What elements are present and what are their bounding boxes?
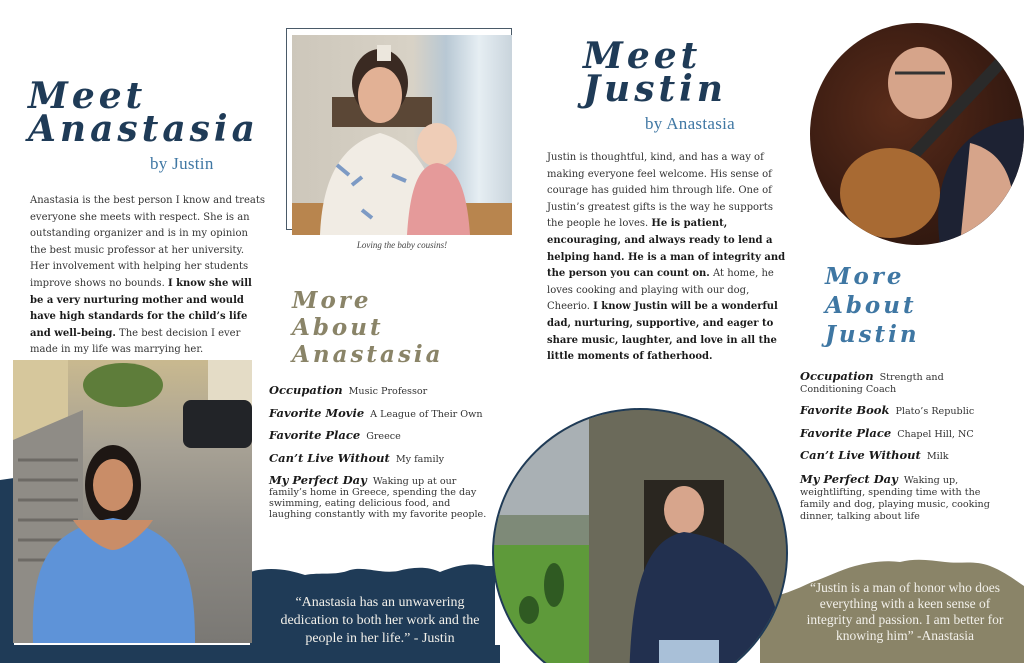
- justin-title-line1: Meet: [583, 35, 702, 77]
- justin-bio-part1: Justin is thoughtful, kind, and has a way of making everyone feel welcome. His sense of courage has guided him through life. One of Justin’s greatest gifts is the way he supports the people he loves.: [547, 152, 773, 230]
- fact-label: Can’t Live Without: [269, 450, 390, 465]
- more-about-justin-line3: Justin: [825, 321, 920, 348]
- cello-photo-illustration: [810, 23, 1024, 245]
- fact-label: Can’t Live Without: [800, 448, 921, 462]
- fact-value: Chapel Hill, NC: [897, 428, 974, 440]
- photo-anastasia-greek-street: [13, 360, 252, 643]
- more-about-anastasia-line2: About: [292, 314, 384, 341]
- fact-value: Waking up at our family’s home in Greece, spending the day swimming, eating delicious food, and laughing constantly with my favorite people.: [269, 476, 487, 520]
- more-about-justin-line1: More: [825, 263, 905, 290]
- anastasia-byline: by Justin: [150, 154, 214, 173]
- justin-bio-bold2: I know Justin will be a wonderful dad, nurturing, supportive, and eager to share music, laughter, and love in all the little moments of fatherhood.: [547, 301, 778, 363]
- fact-occupation: [800, 371, 1000, 395]
- fact-label: My Perfect Day: [269, 473, 367, 487]
- photo-justin-cello: [810, 23, 1024, 245]
- fact-favorite-book: [800, 405, 1000, 418]
- fact-value: Waking up, weightlifting, spending time with the family and dog, playing music, cooking dinner, talking about life: [800, 474, 990, 522]
- anastasia-page-title: [28, 75, 259, 151]
- fact-value: Plato’s Republic: [895, 406, 975, 417]
- justin-facts-list: [800, 371, 1000, 533]
- more-about-anastasia-line1: More: [292, 287, 372, 314]
- fact-label: My Perfect Day: [800, 471, 898, 486]
- fact-value: Milk: [926, 451, 949, 462]
- fact-label: Occupation: [269, 383, 343, 397]
- fact-favorite-place: [269, 430, 494, 443]
- fact-value: Strength and Conditioning Coach: [800, 372, 944, 395]
- baby-photo-illustration: [292, 35, 512, 235]
- justin-quote: “Justin is a man of honor who does everything with a keen sense of integrity and passion. I am better for knowing him” -Anastasia: [806, 580, 1004, 643]
- fact-perfect-day: [269, 475, 494, 520]
- more-about-justin-line2: About: [825, 292, 917, 319]
- fact-label: Favorite Book: [800, 403, 890, 417]
- justin-byline: by Anastasia: [645, 114, 736, 133]
- fact-value: Music Professor: [348, 386, 428, 397]
- anastasia-bio: [30, 193, 266, 359]
- fact-value: My family: [395, 453, 445, 465]
- anastasia-title-line1: Meet: [28, 75, 147, 117]
- anastasia-bio-part3: The best decision I ever made in my life was marrying her.: [30, 327, 241, 356]
- more-about-anastasia-title: [292, 287, 444, 368]
- fact-value: A League of Their Own: [370, 408, 483, 420]
- anastasia-bio-bold: I know she will be a very nurturing mother and would have high standards for the child’s life and well-being.: [30, 277, 252, 339]
- fact-cant-live-without: [800, 450, 1000, 463]
- fact-label: Occupation: [800, 369, 874, 383]
- justin-bio-part3: At home, he loves cooking and playing with our dog, Cheerio.: [547, 268, 774, 313]
- fact-label: Favorite Movie: [269, 405, 365, 420]
- justin-page-title: [583, 35, 727, 111]
- fact-value: Greece: [366, 431, 401, 442]
- justin-bio: [547, 150, 787, 366]
- justin-bio-bold1: He is patient, encouraging, and always ready to lend a helping hand. He is a man of integrity and the person you can count on.: [547, 218, 786, 280]
- photo-caption: Loving the baby cousins!: [356, 240, 448, 250]
- fact-favorite-movie: [269, 405, 494, 421]
- fact-favorite-place: [800, 425, 1000, 441]
- fact-occupation: [269, 385, 494, 398]
- fact-label: Favorite Place: [269, 428, 361, 442]
- photo-anastasia-with-baby: [292, 35, 512, 235]
- anastasia-title-line2: Anastasia: [28, 108, 259, 151]
- anastasia-bio-part1: Anastasia is the best person I know and treats everyone she meets with respect. She is an outstanding organizer and is in my opinion the best music professor at her university. Her involvement with helping her students improve shows no bounds.: [30, 195, 265, 289]
- more-about-anastasia-line3: Anastasia: [292, 341, 444, 368]
- fact-cant-live-without: [269, 450, 494, 466]
- street-photo-illustration: [13, 360, 252, 643]
- anastasia-facts-list: [269, 385, 494, 530]
- more-about-justin-title: [825, 262, 920, 349]
- justin-title-line2: Justin: [583, 68, 727, 111]
- fact-perfect-day: [800, 473, 1000, 523]
- anastasia-quote: “Anastasia has an unwavering dedication to both her work and the people in her life.” - Justin: [280, 595, 480, 646]
- fact-label: Favorite Place: [800, 425, 892, 440]
